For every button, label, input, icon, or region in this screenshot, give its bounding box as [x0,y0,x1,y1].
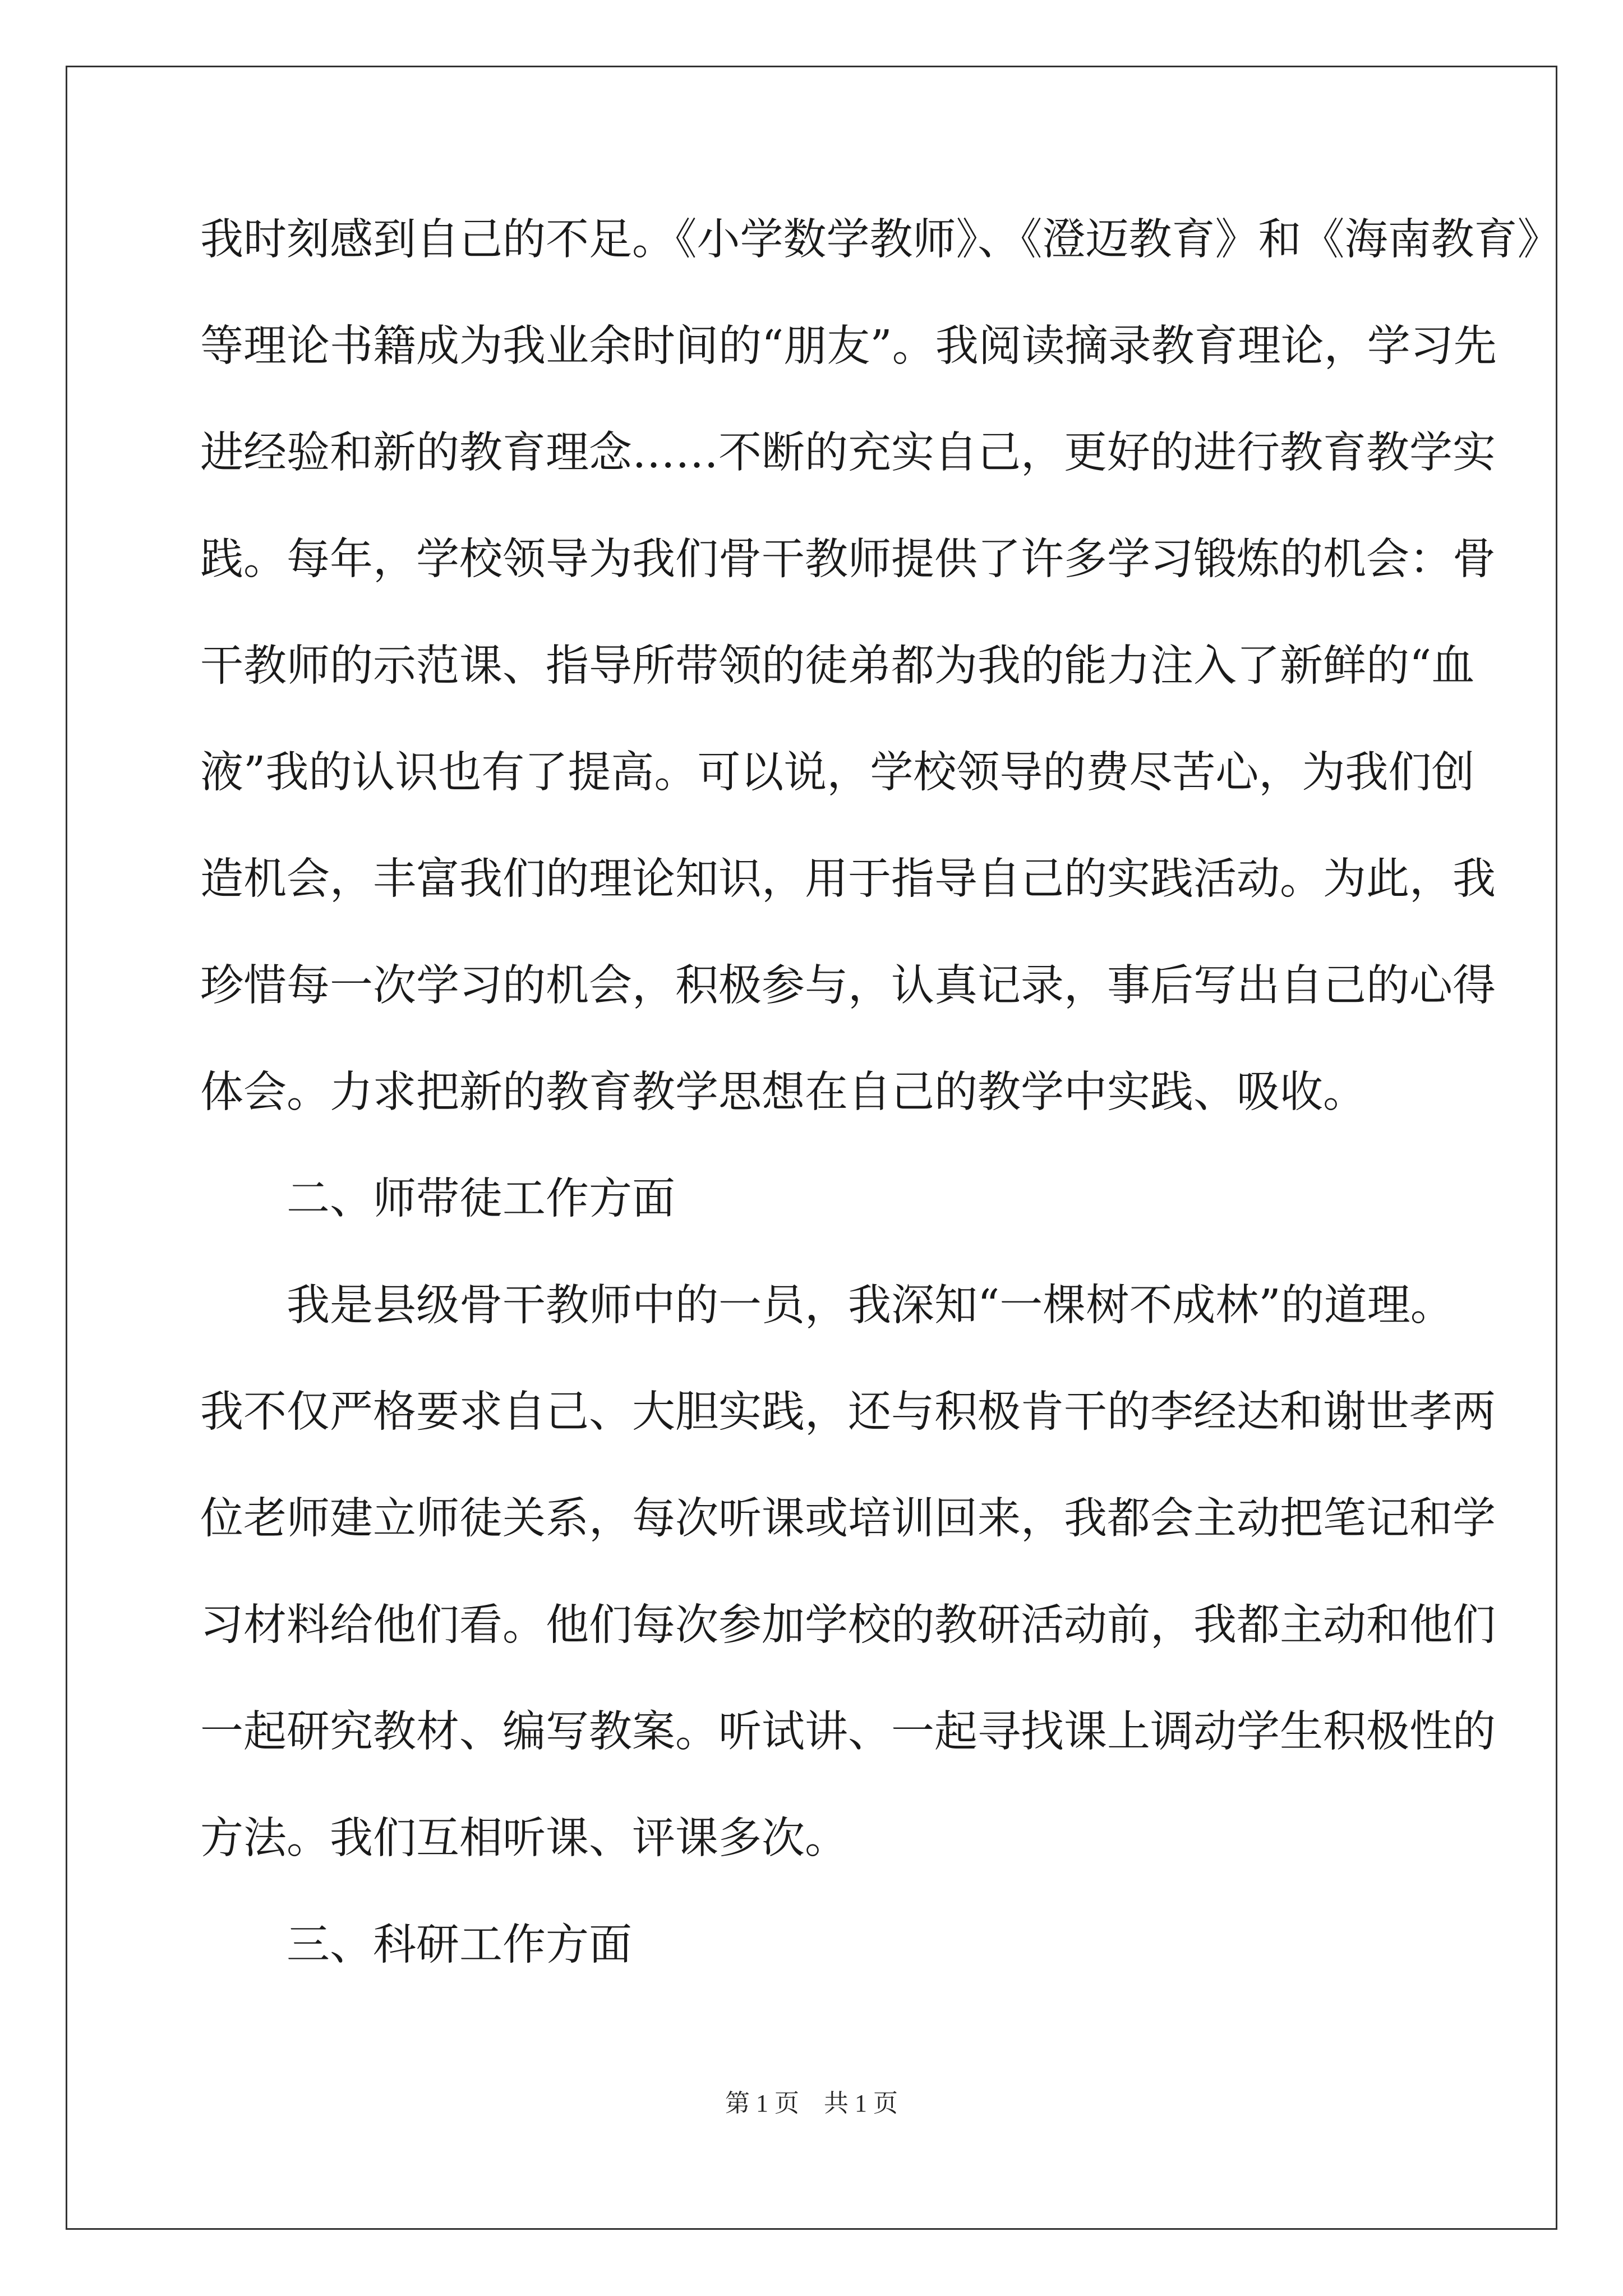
body-text-line: 珍惜每一次学习的机会，积极参与，认真记录，事后写出自己的心得 [200,961,1496,1011]
body-text-line: 造机会，丰富我们的理论知识，用于指导自己的实践活动。为此，我 [200,854,1496,904]
section-heading: 二、师带徒工作方面 [287,1174,675,1224]
body-text-line: 践。每年，学校领导为我们骨干教师提供了许多学习锻炼的机会：骨 [200,535,1496,585]
page-footer [0,2088,1623,2119]
body-text-line: 干教师的示范课、指导所带领的徒弟都为我的能力注入了新鲜的“血 [200,641,1475,691]
section-heading: 三、科研工作方面 [287,1920,632,1970]
body-text-line: 方法。我们互相听课、评课多次。 [200,1814,848,1864]
body-text-line: 一起研究教材、编写教案。听试讲、一起寻找课上调动学生积极性的 [200,1707,1496,1757]
page-total: 共 1 页 [824,2090,898,2117]
page-number: 第 1 页 [725,2090,799,2117]
body-text-line: 我是县级骨干教师中的一员，我深知“一棵树不成林”的道理。 [287,1281,1454,1331]
body-text-line: 习材料给他们看。他们每次参加学校的教研活动前，我都主动和他们 [200,1600,1496,1650]
body-text-line: 体会。力求把新的教育教学思想在自己的教学中实践、吸收。 [200,1068,1366,1117]
body-text-line: 位老师建立师徒关系，每次听课或培训回来，我都会主动把笔记和学 [200,1494,1496,1544]
body-text-line: 我不仅严格要求自己、大胆实践，还与积极肯干的李经达和谢世孝两 [200,1387,1496,1437]
body-text-line: 液”我的认识也有了提高。可以说，学校领导的费尽苦心，为我们创 [200,748,1475,798]
body-text-line: 我时刻感到自己的不足。《小学数学教师》、《澄迈教育》和《海南教育》 [200,215,1561,265]
page-border [66,66,1561,2230]
body-text-line: 等理论书籍成为我业余时间的“朋友”。我阅读摘录教育理论，学习先 [200,321,1497,371]
body-text-line: 进经验和新的教育理念……不断的充实自己，更好的进行教育教学实 [200,428,1496,478]
